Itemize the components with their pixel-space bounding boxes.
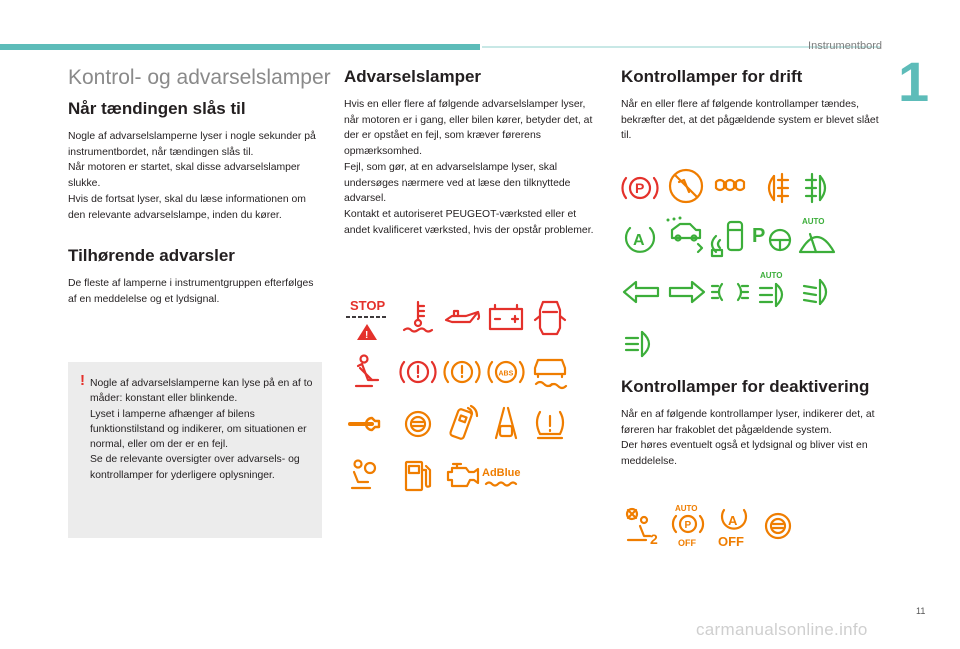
front-fog-lamp-icon (796, 168, 840, 208)
engine-fault-icon (440, 456, 484, 496)
hands-free-access-icon (706, 218, 750, 258)
header-accent-bar (0, 44, 480, 50)
stop-start-a-label: A (633, 232, 645, 249)
parking-p-label: P (635, 180, 645, 196)
section-title: Kontrol- og advarselslamper (68, 66, 331, 89)
seatbelt-icon (344, 352, 388, 392)
park-assist-icon (662, 216, 706, 256)
svg-text:ABS: ABS (498, 370, 514, 378)
turn-right-indicator-icon (664, 272, 708, 312)
sidelamps-icon (708, 272, 752, 312)
chapter-title: Instrumentbord (808, 40, 882, 52)
lane-departure-icon (484, 404, 528, 444)
stop-label: STOP (350, 298, 386, 313)
info-note-box (68, 362, 322, 538)
paragraph-ignition: Nogle af advarselslamperne lyser i nogle sekunder på instrumentbordet, når tændingen slås til. Når motoren er startet, skal disse advarselslamper slukke. Hvis de fortsat lyser, skal du læse informationen om den relevante advarselslampe, inden du kører. (68, 131, 316, 221)
heading-related-warnings: Tilhørende advarsler (68, 246, 235, 266)
auto-parking-brake-off-label: OFF (678, 538, 696, 548)
abs-icon (484, 352, 528, 392)
door-open-icon (528, 298, 572, 338)
battery-icon (484, 298, 528, 338)
column-intro (68, 66, 331, 308)
column-warning-lamps (344, 66, 596, 238)
major-fault-icon (440, 352, 484, 392)
airbag-deactivated-icon (344, 456, 388, 496)
fuel-low-icon (396, 456, 440, 496)
stop-start-off-icon (664, 166, 708, 206)
auto-headlamps-label: AUTO (760, 271, 783, 280)
oil-pressure-icon (440, 298, 484, 338)
paragraph-related-warnings: De fleste af lamperne i instrumentgruppen efterfølges af en meddelelse og et lydsignal. (68, 278, 314, 305)
heading-drive-lamps: Kontrollamper for drift (621, 67, 803, 86)
preheating-icon (708, 168, 752, 208)
stop-start-off-deact-icon (712, 504, 756, 548)
parking-sensors-p-label: P (752, 225, 766, 247)
heading-ignition: Når tændingen slås til (68, 99, 246, 118)
adblue-icon (480, 456, 528, 496)
main-beam-icon (620, 324, 664, 364)
stop-warning-icon (344, 296, 390, 342)
auto-parking-brake-p-label: P (684, 520, 692, 531)
airbag-seat-number: 2 (650, 531, 658, 547)
passenger-airbag-off-icon (620, 506, 664, 550)
watermark: carmanualsonline.info (696, 620, 868, 639)
auto-parking-brake-auto-label: AUTO (675, 504, 698, 513)
parking-sensors-icon (750, 218, 794, 258)
stability-control-icon (528, 352, 572, 392)
rear-fog-lamp-icon (752, 168, 796, 208)
brake-system-icon (396, 352, 440, 392)
tyre-pressure-icon (528, 404, 572, 444)
stop-start-off-a-label: A (728, 513, 738, 528)
chapter-number: 1 (898, 50, 930, 113)
exclamation-icon: ! (80, 372, 85, 389)
turn-left-indicator-icon (620, 272, 664, 312)
dipped-beam-icon (796, 272, 840, 312)
heading-warning-lamps: Advarselslamper (344, 67, 482, 86)
service-wrench-icon (344, 404, 388, 444)
auto-wipers-icon (794, 214, 840, 258)
column-indicator-lamps (621, 66, 883, 144)
note-text: Nogle af advarselslamperne kan lyse på en af to måder: konstant eller blinkende. Lyset i lamperne afhænger af bilens funktionstilstand og indikerer, om situationen er normal, eller om der er en fejl. Se de relevante oversigter over advarsels- og kontrollamper for yderligere oplysninger. (90, 378, 313, 481)
paragraph-drive-lamps: Når en eller flere af følgende kontrollamper tændes, bekræfter det, at det pågældende system er blevet slået til. (621, 99, 879, 142)
emergency-braking-off-icon (756, 506, 800, 546)
adblue-label: AdBlue (482, 467, 521, 479)
heading-deactivation-lamps: Kontrollamper for deaktivering (621, 377, 870, 396)
brake-pad-wear-icon (396, 404, 440, 444)
auto-headlamps-icon (752, 268, 798, 312)
key-battery-icon (440, 404, 484, 444)
paragraph-deactivation-lamps: Når en af følgende kontrollamper lyser, indikerer det, at føreren har frakoblet det pågældende system. Der høres eventuelt også et lydsignal og bliver vist en meddelelse. (621, 409, 875, 468)
coolant-temperature-icon (396, 298, 440, 338)
parking-brake-icon (618, 168, 662, 208)
stop-start-off-label: OFF (718, 534, 744, 548)
paragraph-warning-lamps: Hvis en eller flere af følgende advarselslamper lyser, når motoren er i gang, eller bilen kører, betyder det, at der er opstået en fejl, som kræver førerens opmærksomhed. Fejl, som gør, at en advarselslampe lyser, skal undersøges nærmere ved at læse den tilknyttede advarsel. Kontakt et autoriseret PEUGEOT-værksted eller et andet kvalificeret værksted, hvis der opstår problemer. (344, 99, 594, 236)
page-number: 11 (916, 606, 926, 616)
auto-wipers-label: AUTO (802, 217, 825, 226)
auto-parking-brake-off-icon (666, 502, 710, 548)
deactivation-section (621, 376, 883, 470)
svg-text:!: ! (365, 330, 369, 341)
stop-start-active-icon (618, 218, 662, 258)
